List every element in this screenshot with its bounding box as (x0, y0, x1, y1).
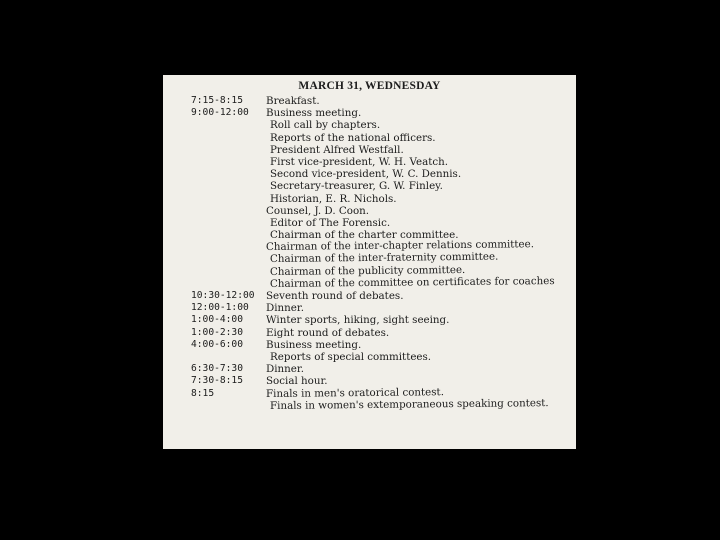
event-text: Roll call by chapters. (270, 119, 381, 132)
event-text: Chairman of the inter-chapter relations committee. (265, 238, 535, 254)
time-slot: 4:00-6:00 (191, 338, 243, 350)
schedule-row (163, 314, 576, 326)
event-text: Secretary-treasurer, G. W. Finley. (270, 180, 443, 193)
event-text: Social hour. (266, 375, 328, 388)
schedule-row (163, 180, 576, 192)
event-text: Chairman of the committee on certificates for coaches (269, 274, 555, 290)
event-text: Dinner. (266, 363, 304, 376)
event-text: Editor of The Forensic. (270, 216, 391, 229)
event-text: Second vice-president, W. C. Dennis. (270, 168, 462, 181)
event-text: Finals in men's oratorical contest. (265, 385, 445, 400)
day-heading: MARCH 31, WEDNESDAY (298, 80, 441, 92)
time-slot: 8:15 (191, 387, 215, 399)
time-slot: 6:30-7:30 (191, 363, 243, 375)
time-slot: 1:00-2:30 (191, 326, 243, 338)
schedule-row (163, 156, 576, 168)
event-text: Seventh round of debates. (266, 290, 404, 302)
schedule-row (163, 363, 576, 375)
schedule-row (163, 327, 576, 339)
schedule-row (163, 205, 576, 217)
event-text: Reports of the national officers. (270, 131, 436, 144)
schedule-row (163, 290, 576, 302)
schedule-row (163, 119, 576, 131)
schedule-row (163, 168, 576, 180)
time-slot: 7:30-8:15 (191, 375, 243, 387)
event-text: Reports of special committees. (270, 350, 432, 363)
event-text: Business meeting. (266, 107, 362, 120)
event-text: Business meeting. (266, 338, 362, 351)
time-slot: 7:15-8:15 (191, 95, 243, 106)
event-text: President Alfred Westfall. (270, 143, 404, 156)
event-text: Chairman of the publicity committee. (269, 263, 466, 278)
schedule-row (163, 253, 576, 265)
schedule-row (163, 351, 576, 363)
event-text: Breakfast. (266, 95, 320, 107)
schedule-row (163, 217, 576, 229)
schedule-row (163, 132, 576, 144)
event-text: Dinner. (266, 302, 304, 315)
event-text: Chairman of the charter committee. (270, 229, 459, 242)
schedule-row (163, 274, 576, 290)
schedule-row (163, 339, 576, 351)
event-text: Historian, E. R. Nichols. (270, 192, 397, 205)
schedule-row (163, 193, 576, 205)
event-text: Finals in women's extemporaneous speaking contest. (269, 396, 549, 412)
schedule-row (163, 396, 576, 412)
time-slot: 12:00-1:00 (191, 302, 249, 314)
event-text: First vice-president, W. H. Veatch. (270, 155, 449, 168)
time-slot: 9:00-12:00 (191, 107, 249, 119)
schedule-row (163, 144, 576, 156)
schedule-row (163, 302, 576, 314)
schedule-row (163, 95, 576, 107)
schedule-row (163, 107, 576, 119)
program-page (163, 75, 576, 449)
time-slot: 10:30-12:00 (191, 290, 255, 301)
event-text: Counsel, J. D. Coon. (266, 204, 370, 217)
time-slot: 1:00-4:00 (191, 314, 243, 326)
event-text: Eight round of debates. (266, 326, 390, 339)
schedule-row (163, 375, 576, 387)
event-text: Winter sports, hiking, sight seeing. (266, 314, 450, 327)
schedule-list (163, 95, 576, 412)
event-text: Chairman of the inter-fraternity committee. (269, 251, 499, 266)
